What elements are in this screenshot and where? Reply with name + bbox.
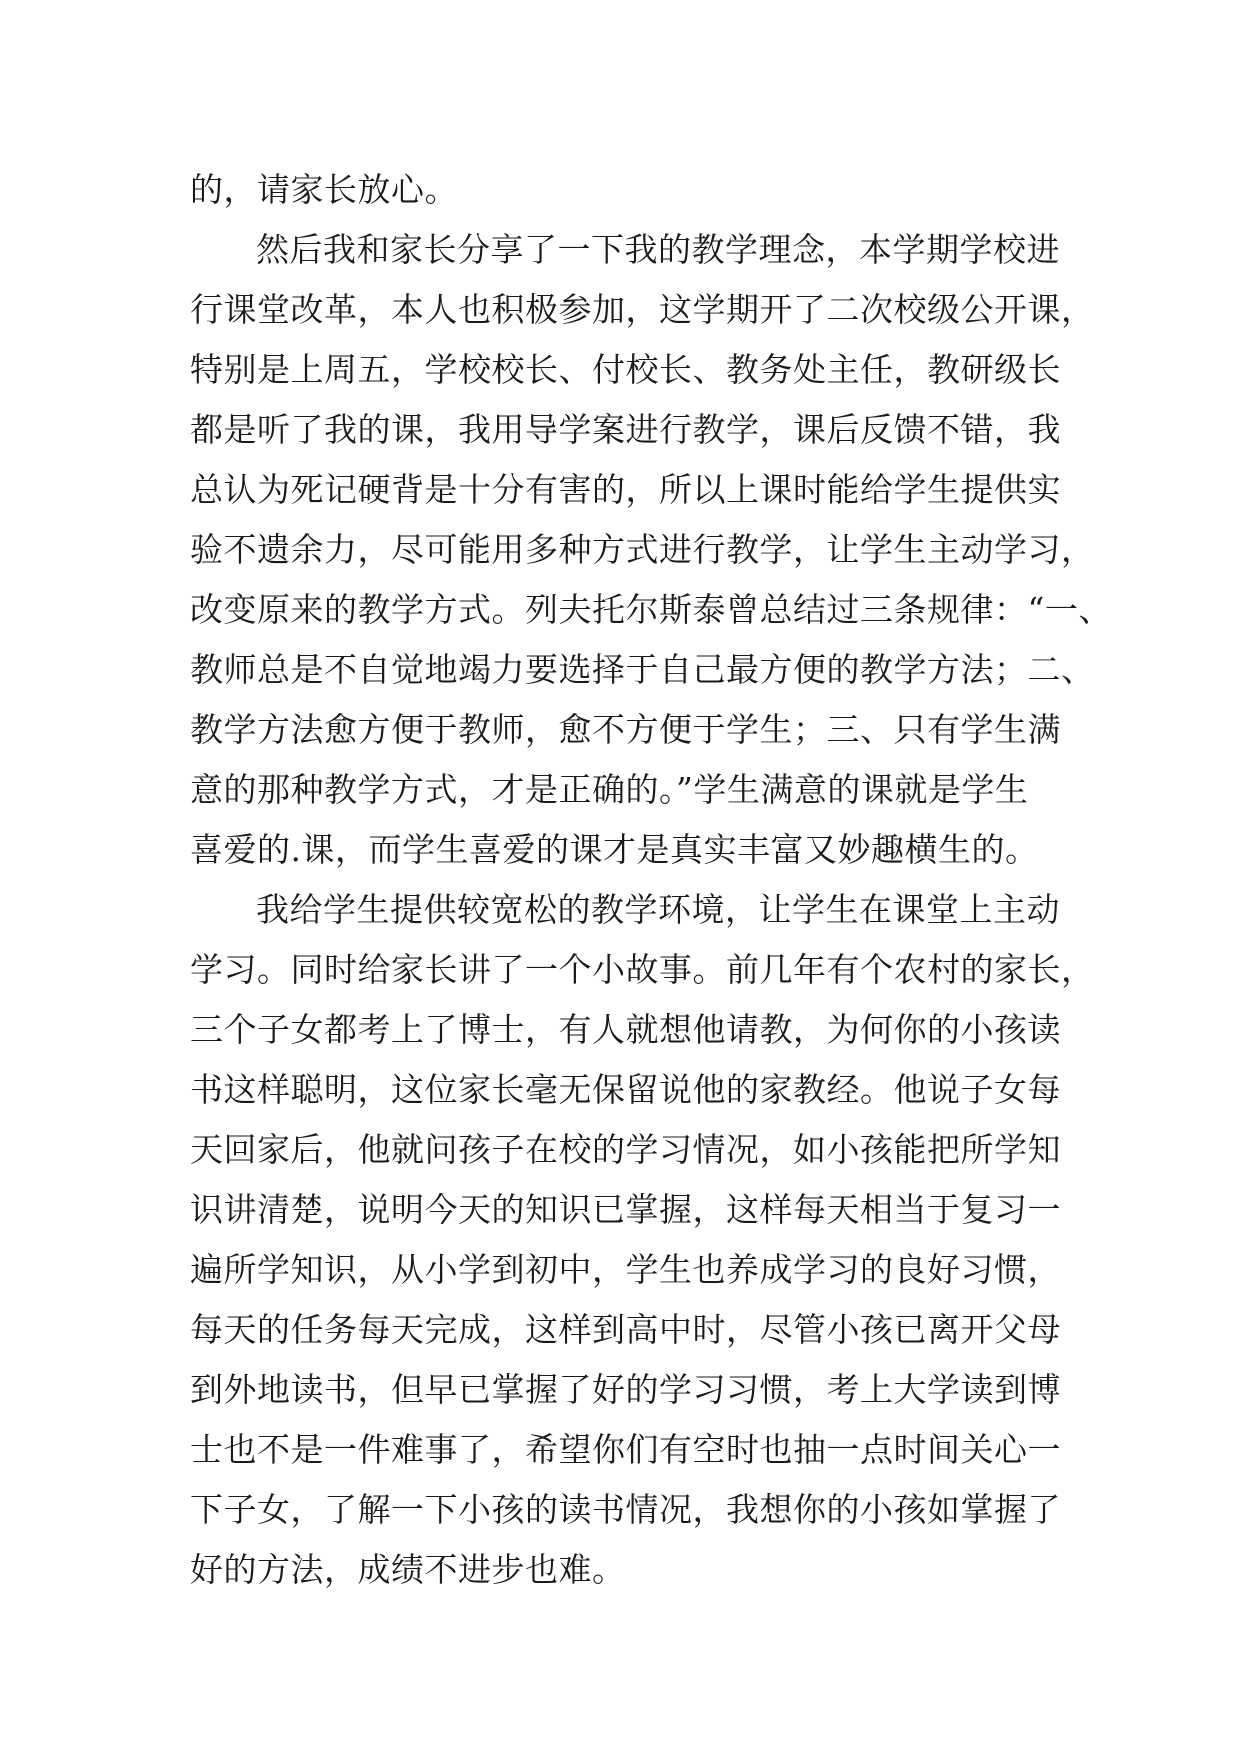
text-line: 喜爱的.课，而学生喜爱的课才是真实丰富又妙趣横生的。	[190, 830, 1039, 869]
paragraph-start-line: 然后我和家长分享了一下我的教学理念，本学期学校进	[256, 230, 1060, 269]
text-line: 总认为死记硬背是十分有害的，所以上课时能给学生提供实	[190, 470, 1061, 509]
text-line: 三个子女都考上了博士，有人就想他请教，为何你的小孩读	[190, 1010, 1061, 1049]
text-line: 书这样聪明，这位家长毫无保留说他的家教经。他说子女每	[190, 1070, 1061, 1109]
text-line: 意的那种教学方式，才是正确的。”学生满意的课就是学生	[190, 770, 1029, 809]
text-line: 士也不是一件难事了，希望你们有空时也抽一点时间关心一	[190, 1430, 1061, 1469]
text-line: 遍所学知识，从小学到初中，学生也养成学习的良好习惯，	[190, 1250, 1061, 1289]
text-line: 每天的任务每天完成，这样到高中时，尽管小孩已离开父母	[190, 1310, 1061, 1349]
text-line: 学习。同时给家长讲了一个小故事。前几年有个农村的家长，	[190, 950, 1095, 989]
paragraph-start-line: 我给学生提供较宽松的教学环境，让学生在课堂上主动	[256, 890, 1060, 929]
text-line: 到外地读书，但早已掌握了好的学习习惯，考上大学读到博	[190, 1370, 1061, 1409]
text-line: 教师总是不自觉地竭力要选择于自己最方便的教学方法；二、	[190, 650, 1095, 689]
text-line: 好的方法，成绩不进步也难。	[190, 1550, 626, 1589]
text-line: 改变原来的教学方式。列夫托尔斯泰曾总结过三条规律：“一、	[190, 590, 1112, 629]
text-line: 的，请家长放心。	[190, 170, 458, 209]
text-line: 天回家后，他就问孩子在校的学习情况，如小孩能把所学知	[190, 1130, 1061, 1169]
text-line: 验不遗余力，尽可能用多种方式进行教学，让学生主动学习，	[190, 530, 1095, 569]
text-line: 教学方法愈方便于教师，愈不方便于学生；三、只有学生满	[190, 710, 1061, 749]
text-line: 识讲清楚，说明今天的知识已掌握，这样每天相当于复习一	[190, 1190, 1061, 1229]
text-line: 都是听了我的课，我用导学案进行教学，课后反馈不错，我	[190, 410, 1061, 449]
text-line: 特别是上周五，学校校长、付校长、教务处主任，教研级长	[190, 350, 1061, 389]
text-line: 下子女，了解一下小孩的读书情况，我想你的小孩如掌握了	[190, 1490, 1061, 1529]
body-text	[190, 160, 1112, 1600]
text-line: 行课堂改革，本人也积极参加，这学期开了二次校级公开课，	[190, 290, 1095, 329]
